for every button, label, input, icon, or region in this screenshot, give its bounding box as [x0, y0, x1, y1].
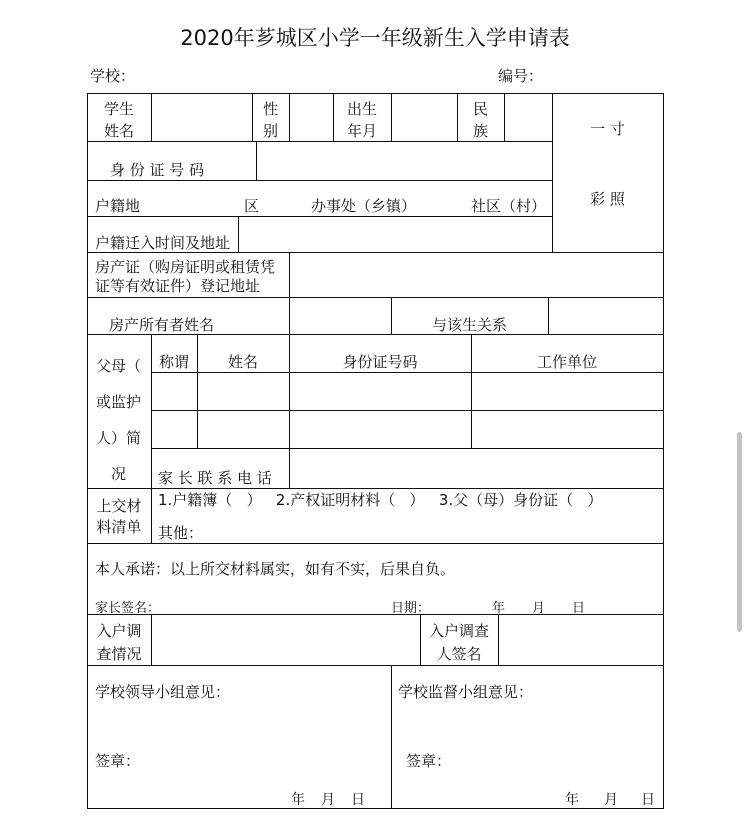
survey-signer-field[interactable] — [499, 615, 663, 665]
student-name-field[interactable] — [152, 94, 252, 141]
parents-side-label-1: 父母（ — [96, 357, 142, 375]
hukou-move-label: 户籍迁入时间及地址 — [95, 234, 231, 252]
property-address-field[interactable] — [290, 253, 663, 297]
materials-checklist: 1.户籍簿（ ） 2.产权证明材料（ ） 3.父（母）身份证（ ） — [158, 491, 603, 509]
parents-side-label-3: 人）简 — [96, 429, 142, 447]
id-number-label: 身 份 证 号 码 — [110, 161, 205, 179]
col-id-header: 身份证号码 — [342, 353, 418, 371]
pledge-day-label: 日 — [572, 601, 586, 616]
photo-label-line2: 彩 照 — [590, 190, 625, 208]
property-label-line1: 房产证（购房证明或租赁凭 — [95, 258, 276, 276]
school-label: 学校： — [90, 67, 136, 85]
col-work-header: 工作单位 — [536, 353, 597, 371]
supervise-year-label: 年 — [565, 792, 579, 808]
supervise-month-label: 月 — [604, 792, 618, 808]
leader-month-label: 月 — [321, 792, 335, 808]
survey-situation-label-2: 查情况 — [96, 645, 142, 663]
parents-side-label-4: 况 — [111, 465, 127, 483]
leader-stamp-label: 签章： — [95, 752, 141, 770]
ethnicity-field[interactable] — [505, 94, 552, 141]
ethnicity-label: 民 — [472, 100, 488, 118]
relation-field[interactable] — [549, 298, 663, 334]
supervise-stamp-label: 签章： — [406, 752, 452, 770]
pledge-year-label: 年 — [492, 601, 506, 616]
materials-label-1: 上交材 — [96, 497, 142, 515]
survey-signer-label-1: 入户调查 — [428, 622, 489, 640]
pledge-date-label: 日期： — [391, 601, 431, 616]
survey-situation-label-1: 入户调 — [96, 622, 142, 640]
leader-opinion-label: 学校领导小组意见： — [95, 683, 231, 701]
birth-label-2: 年月 — [346, 122, 377, 140]
materials-other-label: 其他： — [158, 524, 204, 542]
property-label-line2: 证等有效证件）登记地址 — [95, 277, 261, 295]
photo-label-line1: 一 寸 — [590, 120, 625, 138]
leader-day-label: 日 — [351, 792, 365, 808]
hukou-community-label: 社区（村） — [471, 197, 547, 215]
parents-side-label-2: 或监护 — [96, 393, 142, 411]
col-relation-header: 称谓 — [158, 353, 189, 371]
pledge-month-label: 月 — [532, 601, 546, 616]
survey-signer-label-2: 人签名 — [436, 645, 482, 663]
hukou-district-label: 区 — [244, 197, 260, 215]
gender-field[interactable] — [290, 94, 333, 141]
parent-phone-label: 家 长 联 系 电 话 — [158, 469, 272, 487]
id-number-field[interactable] — [257, 142, 552, 180]
supervise-opinion-label: 学校监督小组意见： — [398, 683, 534, 701]
student-name-label: 学生 — [103, 100, 134, 118]
relation-label: 与该生关系 — [432, 316, 508, 334]
supervise-day-label: 日 — [641, 792, 655, 808]
pledge-text: 本人承诺：以上所交材料属实，如有不实，后果自负。 — [95, 560, 456, 578]
hukou-subdistrict-label: 办事处（乡镇） — [311, 197, 417, 215]
birth-label: 出生 — [346, 100, 377, 118]
parent-signature-label: 家长签名： — [95, 601, 161, 616]
owner-name-field[interactable] — [290, 298, 391, 334]
materials-label-2: 料清单 — [96, 518, 142, 536]
vertical-scrollbar[interactable] — [737, 432, 742, 632]
hukou-label: 户籍地 — [95, 197, 141, 215]
col-name-header: 姓名 — [227, 353, 258, 371]
gender-label: 性 — [262, 100, 278, 118]
gender-label-2: 别 — [262, 122, 278, 140]
owner-name-label: 房产所有者姓名 — [109, 316, 215, 334]
hukou-move-field[interactable] — [239, 217, 552, 252]
serial-number-label: 编号： — [498, 67, 544, 85]
survey-situation-field[interactable] — [152, 615, 420, 665]
form-title: 2020年芗城区小学一年级新生入学申请表 — [180, 26, 570, 50]
student-name-label-2: 姓名 — [103, 122, 134, 140]
parent-phone-field[interactable] — [290, 449, 663, 488]
leader-year-label: 年 — [291, 792, 305, 808]
ethnicity-label-2: 族 — [472, 122, 488, 140]
birth-field[interactable] — [392, 94, 457, 141]
